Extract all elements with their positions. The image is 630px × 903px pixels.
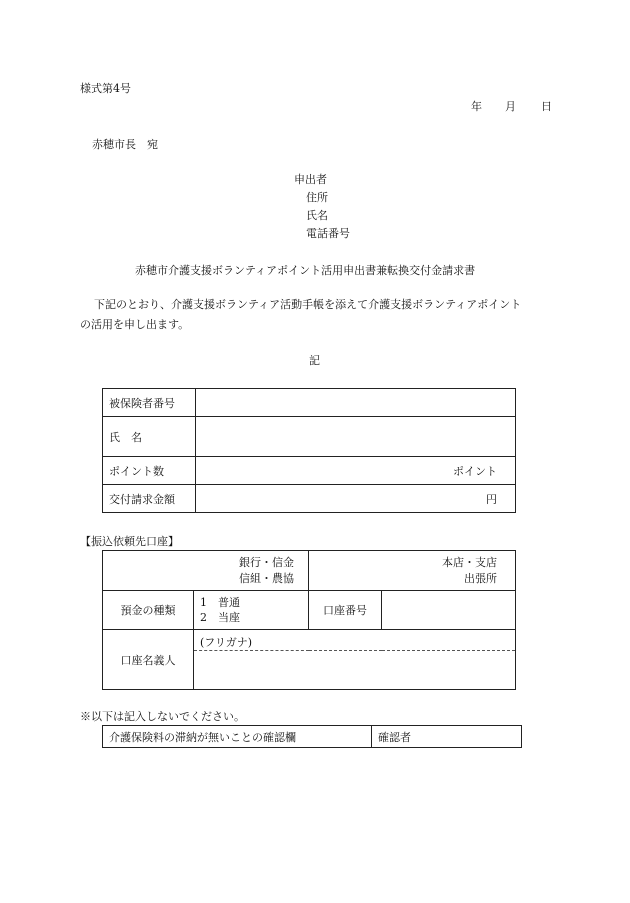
name-field[interactable] (196, 417, 516, 457)
insured-number-label: 被保険者番号 (103, 389, 196, 417)
confirmer-label: 確認者 (372, 726, 522, 748)
furigana-label: (フリガナ) (200, 636, 253, 649)
ki-label: 記 (309, 354, 320, 367)
account-number-field[interactable] (382, 591, 516, 630)
points-unit: ポイント (453, 464, 497, 478)
applicant-name-label: 氏名 (306, 209, 328, 222)
applicant-address-label: 住所 (306, 191, 328, 204)
deposit-type-options[interactable] (194, 591, 309, 630)
bank-name-field[interactable] (103, 551, 309, 591)
deposit-option-ordinary[interactable]: 1 普通 (200, 595, 240, 609)
insured-number-field[interactable] (196, 389, 516, 417)
amount-unit: 円 (486, 492, 497, 506)
amount-label: 交付請求金額 (103, 485, 196, 513)
body-line-1: 下記のとおり、介護支援ボランティア活動手帳を添えて介護支援ボランティアポイント (94, 298, 522, 311)
deposit-option-current[interactable]: 2 当座 (200, 611, 240, 624)
bank-heading: 【振込依頼先口座】 (80, 535, 179, 548)
form-number: 様式第4号 (80, 82, 131, 95)
account-holder-field[interactable] (194, 651, 516, 690)
amount-field[interactable] (196, 485, 516, 513)
body-line-2: の活用を申し出ます。 (80, 318, 190, 331)
branch-type-2: 出張所 (464, 571, 497, 585)
account-number-label: 口座番号 (309, 591, 382, 630)
applicant-phone-label: 電話番号 (306, 227, 350, 240)
name-label: 氏 名 (103, 417, 196, 457)
branch-name-field[interactable] (309, 551, 516, 591)
document-title: 赤穂市介護支援ボランティアポイント活用申出書兼転換交付金請求書 (135, 264, 476, 277)
points-label: ポイント数 (103, 457, 196, 485)
office-use-note: ※以下は記入しないでください。 (80, 710, 245, 723)
main-table (102, 388, 516, 513)
addressee: 赤穂市長 宛 (92, 138, 158, 151)
bank-type-2: 信組・農協 (239, 571, 294, 585)
deposit-type-label: 預金の種類 (103, 591, 194, 630)
confirm-table (102, 725, 522, 748)
furigana-field[interactable] (194, 630, 516, 651)
bank-table (102, 550, 516, 690)
branch-type-1: 本店・支店 (442, 555, 497, 569)
bank-type-1: 銀行・信金 (239, 555, 294, 569)
applicant-heading: 申出者 (294, 173, 327, 186)
account-holder-label: 口座名義人 (103, 630, 194, 690)
points-field[interactable] (196, 457, 516, 485)
date-day: 日 (541, 100, 552, 113)
date-month: 月 (505, 100, 516, 113)
arrears-confirm-label: 介護保険料の滞納が無いことの確認欄 (103, 726, 372, 748)
date-year: 年 (471, 100, 482, 113)
